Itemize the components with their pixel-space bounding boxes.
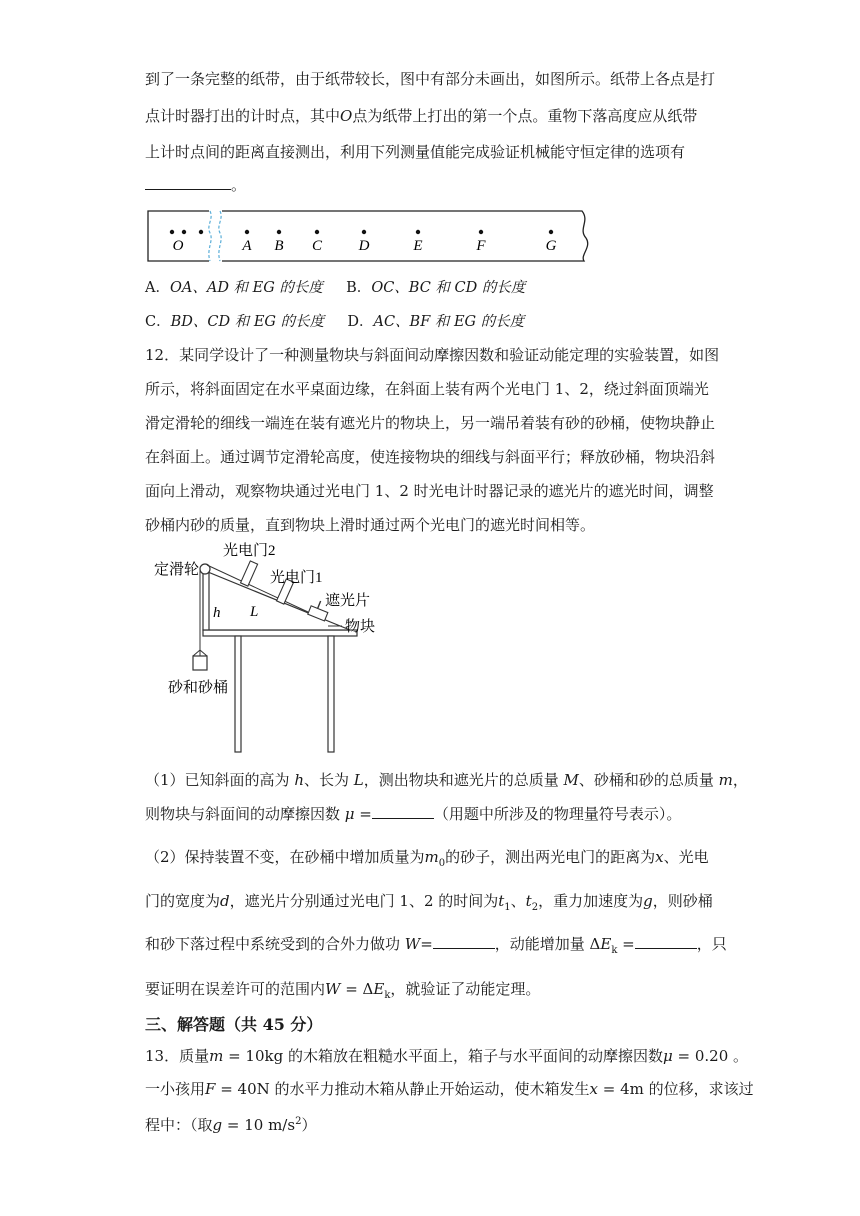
bucket-handle-2 <box>200 650 207 656</box>
label-shutter: 遮光片 <box>325 593 371 609</box>
work-answer-blank[interactable] <box>433 933 495 949</box>
q11-answer-blank <box>145 174 231 190</box>
q12-line-4: 在斜面上。通过调节定滑轮高度，使连接物块的细线与斜面平行；释放砂桶，物块沿斜 <box>145 448 716 466</box>
q12-part2-line-1: （2）保持装置不变，在砂桶中增加质量为$m_0$的砂子，测出两光电门的距离为x、光电 <box>145 848 709 869</box>
q12-line-3: 滑定滑轮的细线一端连在装有遮光片的物块上，另一端吊着装有砂的砂桶，使物块静止 <box>145 414 716 432</box>
q11-options-ab <box>145 276 525 297</box>
option-b[interactable]: B．OC、BC 和 CD 的长度 <box>346 280 526 296</box>
table-top <box>203 630 357 636</box>
q12-line-5: 面向上滑动，观察物块通过光电门 1、2 时光电计时器记录的遮光片的遮光时间，调整 <box>145 482 714 500</box>
q12-line-6: 砂桶内砂的质量，直到物块上滑时通过两个光电门的遮光时间相等。 <box>145 516 596 534</box>
tape-label-a: A <box>242 238 252 254</box>
option-a[interactable]: A．OA、AD 和 EG 的长度 <box>145 280 323 296</box>
label-gate1: 光电门1 <box>270 570 323 586</box>
label-block: 物块 <box>345 619 376 635</box>
tape-label-d: D <box>358 238 370 254</box>
tape-dot-d <box>362 230 366 234</box>
q12-part2-line-4: 要证明在误差许可的范围内$W = \Delta E_k$，就验证了动能定理。 <box>145 980 541 1001</box>
q11-answer-line: 。 <box>145 174 246 196</box>
paper-tape-figure <box>140 205 595 265</box>
tape-dot-b <box>277 230 281 234</box>
tape-label-g: G <box>545 238 557 254</box>
label-pulley: 定滑轮 <box>154 562 200 578</box>
tape-label-c: C <box>311 238 323 254</box>
sand-bucket-icon <box>193 656 207 670</box>
q13-line-2: 一小孩用F = 40N 的水平力推动木箱从静止开始运动，使木箱发生x = 4m 的位移，求该过 <box>145 1080 754 1098</box>
tape-dot-c <box>315 230 319 234</box>
tape-label-o: O <box>172 238 184 254</box>
section-heading: 三、解答题（共 45 分） <box>145 1015 323 1034</box>
q11-line-1: 到了一条完整的纸带，由于纸带较长，图中有部分未画出，如图所示。纸带上各点是打 <box>145 70 716 88</box>
q11-line-3: 上计时点间的距离直接测出，利用下列测量值能完成验证机械能守恒定律的选项有 <box>145 143 686 161</box>
tape-dot-o1 <box>170 230 174 234</box>
q11-line-2: 点计时器打出的计时点，其中O点为纸带上打出的第一个点。重物下落高度应从纸带 <box>145 107 698 125</box>
tape-dot-f <box>479 230 483 234</box>
tape-label-f: F <box>476 238 486 254</box>
q12-part1-line-2: 则物块与斜面间的动摩擦因数 μ = （用题中所涉及的物理量符号表示）。 <box>145 805 682 823</box>
q12-part1-line-1: （1）已知斜面的高为 h、长为 L，测出物块和遮光片的总质量 M、砂桶和砂的总质量 m， <box>145 771 748 789</box>
tape-dot-a <box>245 230 249 234</box>
label-bucket: 砂和砂桶 <box>168 680 229 696</box>
kinetic-energy-answer-blank[interactable] <box>635 933 697 949</box>
label-L: L <box>250 604 259 620</box>
q12-part2-line-3: 和砂下落过程中系统受到的合外力做功 W= ，动能增加量 $\Delta E_k$ = ，只 <box>145 935 727 956</box>
photogate-2-icon <box>241 561 258 586</box>
q12-line-2: 所示，将斜面固定在水平桌面边缘，在斜面上装有两个光电门 1、2，绕过斜面顶端光 <box>145 380 709 398</box>
tape-dot-o2 <box>182 230 186 234</box>
mu-answer-blank[interactable] <box>372 803 434 819</box>
bucket-handle <box>193 650 200 656</box>
q12-part2-line-2: 门的宽度为d，遮光片分别通过光电门 1、2 的时间为$t_1$、$t_2$，重力加速度为g，则砂桶 <box>145 892 713 913</box>
label-h: h <box>213 605 221 621</box>
q13-line-1: 13．质量m = 10kg 的木箱放在粗糙水平面上，箱子与水平面间的动摩擦因数μ = 0.20 。 <box>145 1047 749 1065</box>
tape-label-b: B <box>274 238 284 254</box>
q12-line-1: 12．某同学设计了一种测量物块与斜面间动摩擦因数和验证动能定理的实验装置，如图 <box>145 346 720 364</box>
tape-dot-g <box>549 230 553 234</box>
tape-label-e: E <box>413 238 423 254</box>
q11-options-cd <box>145 310 524 331</box>
label-gate2: 光电门2 <box>223 543 276 559</box>
table-leg-right <box>328 636 334 752</box>
tape-dot-o3 <box>199 230 203 234</box>
tape-dot-e <box>416 230 420 234</box>
q13-line-3: 程中：（取g = 10 $m/s^2$） <box>145 1116 317 1134</box>
option-d[interactable]: D．AC、BF 和 EG 的长度 <box>347 314 525 330</box>
incline-apparatus-figure <box>154 540 400 755</box>
table-leg-left <box>235 636 241 752</box>
option-c[interactable]: C．BD、CD 和 EG 的长度 <box>145 314 325 330</box>
